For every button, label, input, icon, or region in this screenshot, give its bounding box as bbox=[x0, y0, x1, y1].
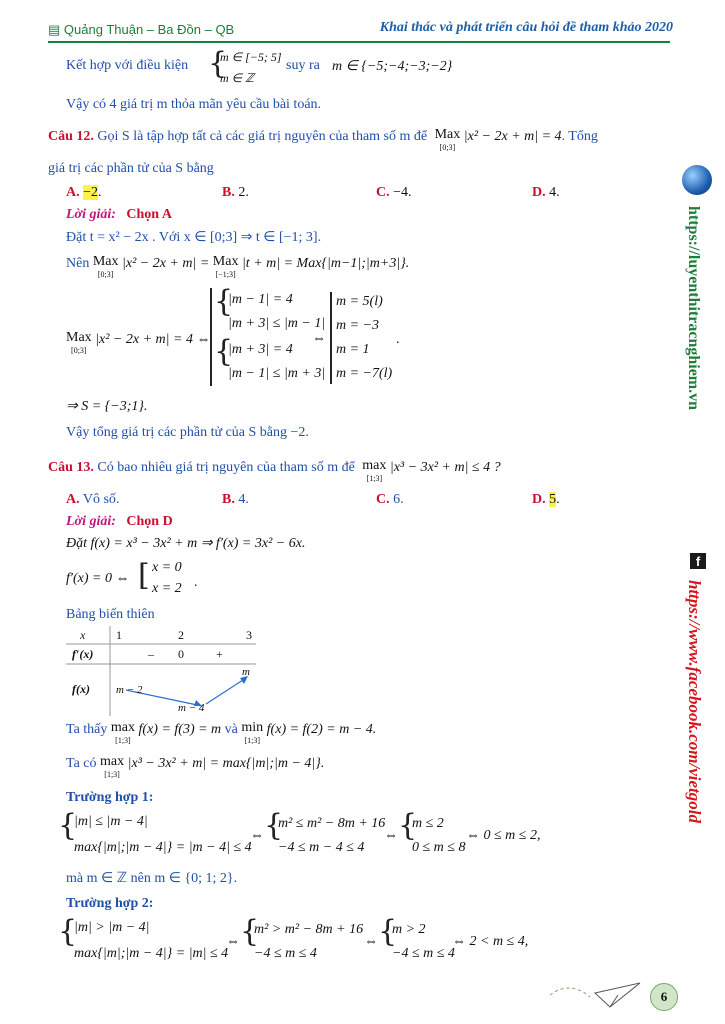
q12-conclusion: Vậy tổng giá trị các phần tử của S bằng −2. bbox=[66, 425, 309, 440]
case2-step4: −4 ≤ m ≤ 4 bbox=[392, 946, 455, 961]
brace: { bbox=[398, 808, 418, 843]
case1-title: Trường hợp 1: bbox=[66, 790, 154, 805]
q13-option-b[interactable]: B. 4. bbox=[222, 492, 249, 507]
q13-line1: Câu 13. Có bao nhiêu giá trị nguyên của tham số m để max [1;3] |x³ − 3x² + m| ≤ 4 ? bbox=[48, 458, 501, 483]
bracket-line bbox=[210, 288, 212, 386]
equivalence: ⇔ bbox=[384, 828, 398, 843]
q13-step1: Đặt f(x) = x³ − 3x² + m ⇒ f′(x) = 3x² − 6x. bbox=[66, 536, 306, 551]
equivalence: ⇔ bbox=[226, 934, 240, 949]
q12-option-a[interactable]: A. −2. bbox=[66, 185, 102, 200]
case1-step4: 0 ≤ m ≤ 8 bbox=[412, 840, 466, 855]
equivalence: ⇔ bbox=[364, 934, 378, 949]
variation-table-title: Bảng biến thiên bbox=[66, 607, 155, 622]
header-title: Khai thác và phát triển câu hỏi đề tham khảo 2020 bbox=[379, 20, 673, 35]
brace: { bbox=[378, 914, 398, 949]
case2-cond2: max{|m|;|m − 4|} = |m| ≤ 4 bbox=[74, 946, 229, 961]
root-2: x = 2 bbox=[152, 581, 182, 596]
bbt-fprime-label: f′(x) bbox=[72, 647, 94, 661]
q12-step4: ⇒ S = {−3;1}. bbox=[66, 399, 148, 414]
q12-step2: Nên Max [0;3] |x² − 2x + m| = Max [−1;3] |t + m| = Max{|m−1|;|m+3|}. bbox=[66, 254, 410, 279]
q12-system-lhs: Max [0;3] |x² − 2x + m| = 4 ⇔ bbox=[66, 330, 211, 355]
case-3: |m + 3| = 4 bbox=[228, 342, 293, 357]
q12-option-d[interactable]: D. 4. bbox=[532, 185, 560, 200]
q13-option-a[interactable]: A. Vô số. bbox=[66, 492, 120, 507]
brace: { bbox=[208, 46, 228, 81]
case-4: |m − 1| ≤ |m + 3| bbox=[228, 366, 326, 381]
brace: { bbox=[58, 808, 78, 843]
then-text: suy ra bbox=[286, 58, 320, 73]
q13-step3: Ta thấy max [1;3] f(x) = f(3) = m và min [1;3] f(x) = f(2) = m − 4. bbox=[66, 720, 377, 745]
case1-conclusion: mà m ∈ ℤ nên m ∈ {0; 1; 2}. bbox=[66, 871, 238, 886]
bbt-x1: 1 bbox=[116, 628, 122, 642]
case2-title: Trường hợp 2: bbox=[66, 896, 154, 911]
variation-table-grid bbox=[66, 626, 256, 716]
case1-cond1: |m| ≤ |m − 4| bbox=[74, 814, 148, 829]
case1-step2: −4 ≤ m − 4 ≤ 4 bbox=[278, 840, 365, 855]
brace: { bbox=[264, 808, 284, 843]
bbt-value-2: m − 4 bbox=[178, 702, 205, 714]
q12-option-b[interactable]: B. 2. bbox=[222, 185, 249, 200]
case2-step1: m² > m² − 8m + 16 bbox=[254, 922, 364, 937]
result-1: m = 5(l) bbox=[336, 294, 383, 309]
case1-result: ⇔ 0 ≤ m ≤ 2, bbox=[466, 828, 541, 843]
bbt-x2: 2 bbox=[178, 628, 184, 642]
case2-step3: m > 2 bbox=[392, 922, 426, 937]
q12-option-c[interactable]: C. −4. bbox=[376, 185, 412, 200]
period: . bbox=[396, 332, 400, 347]
q12-solution-label: Lời giải: Chọn A bbox=[66, 207, 172, 222]
bbt-zero: 0 bbox=[178, 647, 184, 661]
q12-line1: Câu 12. Gọi S là tập hợp tất cả các giá trị nguyên của tham số m để Max [0;3] |x² − 2x + m| = 4. Tổng bbox=[48, 127, 598, 152]
condition-1: m ∈ [−5; 5] bbox=[220, 50, 282, 64]
max-operator: Max [0;3] bbox=[434, 127, 461, 152]
conclusion-text: Vậy có 4 giá trị m thỏa mãn yêu cầu bài toán. bbox=[66, 97, 322, 112]
bbt-value-3: m bbox=[242, 666, 250, 678]
brace: { bbox=[214, 334, 234, 369]
brace: [ bbox=[138, 558, 150, 593]
side-site-link[interactable]: https://luyenthitracnghiem.vn bbox=[685, 206, 702, 411]
result-2: m = −3 bbox=[336, 318, 380, 333]
bbt-f-label: f(x) bbox=[72, 682, 90, 696]
bbt-x3: 3 bbox=[246, 628, 252, 642]
brace: { bbox=[58, 914, 78, 949]
case2-cond1: |m| > |m − 4| bbox=[74, 920, 150, 935]
q13-option-c[interactable]: C. 6. bbox=[376, 492, 404, 507]
case1-step1: m² ≤ m² − 8m + 16 bbox=[278, 816, 386, 831]
result-3: m = 1 bbox=[336, 342, 370, 357]
paper-plane-icon bbox=[540, 975, 650, 1015]
condition-2: m ∈ ℤ bbox=[220, 71, 255, 85]
result-set: m ∈ {−5;−4;−3;−2} bbox=[332, 59, 453, 74]
bbt-minus: – bbox=[148, 647, 154, 661]
header-school: ▤ Quảng Thuận – Ba Đồn – QB bbox=[48, 22, 235, 37]
book-icon: ▤ bbox=[48, 22, 64, 37]
brace: { bbox=[240, 914, 260, 949]
q12-line2: giá trị các phần tử của S bằng bbox=[48, 161, 214, 176]
case1-cond2: max{|m|;|m − 4|} = |m − 4| ≤ 4 bbox=[74, 840, 252, 855]
root-1: x = 0 bbox=[152, 560, 182, 575]
globe-icon bbox=[682, 165, 712, 195]
header-divider bbox=[48, 41, 670, 43]
page-number: 6 bbox=[650, 983, 678, 1011]
facebook-icon: f bbox=[690, 553, 706, 569]
case2-step2: −4 ≤ m ≤ 4 bbox=[254, 946, 317, 961]
q13-step4: Ta có max [1;3] |x³ − 3x² + m| = max{|m|;|m − 4|}. bbox=[66, 754, 325, 779]
equivalence: ⇔ bbox=[312, 331, 326, 346]
case1-step3: m ≤ 2 bbox=[412, 816, 444, 831]
case2-result: ⇔ 2 < m ≤ 4, bbox=[452, 934, 529, 949]
q13-option-d[interactable]: D. 5. bbox=[532, 492, 560, 507]
brace: { bbox=[214, 284, 234, 319]
condition-text: Kết hợp với điều kiện bbox=[66, 58, 189, 73]
bbt-plus: + bbox=[216, 647, 223, 661]
case-1: |m − 1| = 4 bbox=[228, 292, 293, 307]
bbt-value-1: m − 2 bbox=[116, 684, 143, 696]
variation-table bbox=[66, 626, 256, 716]
result-4: m = −7(l) bbox=[336, 366, 393, 381]
q13-step2: f′(x) = 0 ⇔ bbox=[66, 571, 130, 586]
q12-step1: Đặt t = x² − 2x . Với x ∈ [0;3] ⇒ t ∈ [−1; 3]. bbox=[66, 230, 322, 245]
bracket-line bbox=[330, 292, 332, 384]
case-2: |m + 3| ≤ |m − 1| bbox=[228, 316, 326, 331]
equivalence: ⇔ bbox=[250, 828, 264, 843]
side-facebook-link[interactable]: https://www.facebook.com/vietgold bbox=[685, 580, 704, 824]
q13-solution-label: Lời giải: Chọn D bbox=[66, 514, 173, 529]
period: . bbox=[194, 575, 198, 590]
bbt-x-label: x bbox=[80, 628, 86, 642]
